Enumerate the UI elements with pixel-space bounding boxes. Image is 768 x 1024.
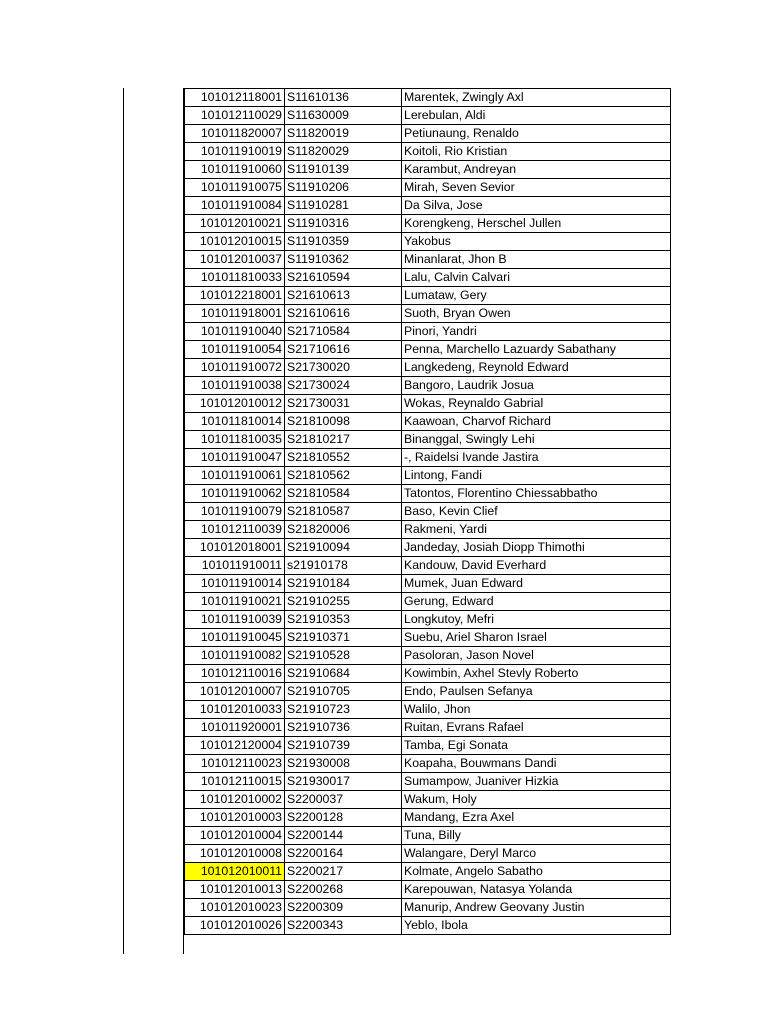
name-cell[interactable]: Yeblo, Ibola	[402, 917, 671, 935]
id-cell[interactable]: 101012010002	[185, 791, 285, 809]
code-cell[interactable]: S11610136	[285, 89, 402, 107]
table-row	[185, 179, 671, 197]
id-cell[interactable]: 101012010012	[185, 395, 285, 413]
table-row	[185, 287, 671, 305]
table-row	[185, 251, 671, 269]
code-cell[interactable]: S21730024	[285, 377, 402, 395]
code-cell[interactable]: S21910528	[285, 647, 402, 665]
code-cell[interactable]: S21910739	[285, 737, 402, 755]
code-cell[interactable]: S2200309	[285, 899, 402, 917]
code-cell[interactable]: S21910255	[285, 593, 402, 611]
name-cell[interactable]: Endo, Paulsen Sefanya	[402, 683, 671, 701]
id-cell[interactable]: 101011910082	[185, 647, 285, 665]
table-row	[185, 755, 671, 773]
name-cell[interactable]: Jandeday, Josiah Diopp Thimothi	[402, 539, 671, 557]
id-cell[interactable]: 101011910054	[185, 341, 285, 359]
code-cell[interactable]: s21910178	[285, 557, 402, 575]
id-cell[interactable]: 101011910072	[185, 359, 285, 377]
name-cell[interactable]: Korengkeng, Herschel Jullen	[402, 215, 671, 233]
id-cell[interactable]: 101012010011	[185, 863, 285, 881]
id-cell[interactable]: 101011910062	[185, 485, 285, 503]
table-row	[185, 413, 671, 431]
code-cell[interactable]: S21730020	[285, 359, 402, 377]
id-cell[interactable]: 101011910040	[185, 323, 285, 341]
table-row	[185, 647, 671, 665]
id-cell[interactable]: 101011920001	[185, 719, 285, 737]
name-cell[interactable]: Baso, Kevin Clief	[402, 503, 671, 521]
name-cell[interactable]: Pinori, Yandri	[402, 323, 671, 341]
id-cell[interactable]: 101012018001	[185, 539, 285, 557]
code-cell[interactable]: S21810217	[285, 431, 402, 449]
table-row	[185, 521, 671, 539]
id-cell[interactable]: 101012010008	[185, 845, 285, 863]
name-cell[interactable]: Koapaha, Bouwmans Dandi	[402, 755, 671, 773]
code-cell[interactable]: S21810562	[285, 467, 402, 485]
table-row	[185, 341, 671, 359]
id-cell[interactable]: 101011910014	[185, 575, 285, 593]
name-cell[interactable]: Wakum, Holy	[402, 791, 671, 809]
code-cell[interactable]: S21730031	[285, 395, 402, 413]
id-cell[interactable]: 101011910061	[185, 467, 285, 485]
table-row	[185, 395, 671, 413]
id-cell[interactable]: 101012010003	[185, 809, 285, 827]
table-row	[185, 719, 671, 737]
code-cell[interactable]: S21610613	[285, 287, 402, 305]
table-row	[185, 899, 671, 917]
table-row	[185, 809, 671, 827]
code-cell[interactable]: S21910353	[285, 611, 402, 629]
name-cell[interactable]: Mirah, Seven Sevior	[402, 179, 671, 197]
code-cell[interactable]: S2200128	[285, 809, 402, 827]
name-cell[interactable]: Marentek, Zwingly Axl	[402, 89, 671, 107]
name-cell[interactable]: Suebu, Ariel Sharon Israel	[402, 629, 671, 647]
table-row	[185, 161, 671, 179]
code-cell[interactable]: S11820029	[285, 143, 402, 161]
code-cell[interactable]: S21910184	[285, 575, 402, 593]
code-cell[interactable]: S21710584	[285, 323, 402, 341]
name-cell[interactable]: Kolmate, Angelo Sabatho	[402, 863, 671, 881]
table-row	[185, 773, 671, 791]
id-cell[interactable]: 101012010004	[185, 827, 285, 845]
name-cell[interactable]: Penna, Marchello Lazuardy Sabathany	[402, 341, 671, 359]
table-row	[185, 827, 671, 845]
id-cell[interactable]: 101011910039	[185, 611, 285, 629]
id-cell[interactable]: 101012010026	[185, 917, 285, 935]
id-cell[interactable]: 101011910045	[185, 629, 285, 647]
id-cell[interactable]: 101011910084	[185, 197, 285, 215]
table-row	[185, 665, 671, 683]
code-cell[interactable]: S11910359	[285, 233, 402, 251]
table-row	[185, 845, 671, 863]
table-row	[185, 539, 671, 557]
name-cell[interactable]: Wokas, Reynaldo Gabrial	[402, 395, 671, 413]
name-cell[interactable]: Koitoli, Rio Kristian	[402, 143, 671, 161]
id-cell[interactable]: 101012010015	[185, 233, 285, 251]
table-row	[185, 197, 671, 215]
id-cell[interactable]: 101012010013	[185, 881, 285, 899]
table-row	[185, 593, 671, 611]
name-cell[interactable]: Gerung, Edward	[402, 593, 671, 611]
code-cell[interactable]: S11910362	[285, 251, 402, 269]
id-cell[interactable]: 101012110015	[185, 773, 285, 791]
name-cell[interactable]: Lalu, Calvin Calvari	[402, 269, 671, 287]
name-cell[interactable]: Sumampow, Juaniver Hizkia	[402, 773, 671, 791]
table-row	[185, 305, 671, 323]
name-cell[interactable]: Walilo, Jhon	[402, 701, 671, 719]
table-row	[185, 863, 671, 881]
code-cell[interactable]: S21910094	[285, 539, 402, 557]
id-cell[interactable]: 101012010007	[185, 683, 285, 701]
code-cell[interactable]: S2200037	[285, 791, 402, 809]
table-row	[185, 575, 671, 593]
id-cell[interactable]: 101011918001	[185, 305, 285, 323]
id-cell[interactable]: 101012218001	[185, 287, 285, 305]
name-cell[interactable]: Lerebulan, Aldi	[402, 107, 671, 125]
table-row	[185, 557, 671, 575]
name-cell[interactable]: Mandang, Ezra Axel	[402, 809, 671, 827]
id-cell[interactable]: 101011910075	[185, 179, 285, 197]
code-cell[interactable]: S21930008	[285, 755, 402, 773]
code-cell[interactable]: S21610616	[285, 305, 402, 323]
id-cell[interactable]: 101012110039	[185, 521, 285, 539]
name-cell[interactable]: Tamba, Egi Sonata	[402, 737, 671, 755]
table-row	[185, 431, 671, 449]
code-cell[interactable]: S21910371	[285, 629, 402, 647]
code-cell[interactable]: S21910723	[285, 701, 402, 719]
name-cell[interactable]: Walangare, Deryl Marco	[402, 845, 671, 863]
code-cell[interactable]: S11910139	[285, 161, 402, 179]
code-cell[interactable]: S2200164	[285, 845, 402, 863]
code-cell[interactable]: S11630009	[285, 107, 402, 125]
student-table	[184, 88, 671, 935]
code-cell[interactable]: S21820006	[285, 521, 402, 539]
id-cell[interactable]: 101011910011	[185, 557, 285, 575]
name-cell[interactable]: Mumek, Juan Edward	[402, 575, 671, 593]
id-cell[interactable]: 101011910021	[185, 593, 285, 611]
id-cell[interactable]: 101011810035	[185, 431, 285, 449]
id-cell[interactable]: 101012110016	[185, 665, 285, 683]
code-cell[interactable]: S21930017	[285, 773, 402, 791]
id-cell[interactable]: 101012010021	[185, 215, 285, 233]
code-cell[interactable]: S21810552	[285, 449, 402, 467]
name-cell[interactable]: Lintong, Fandi	[402, 467, 671, 485]
table-row	[185, 917, 671, 935]
id-cell[interactable]: 101011810033	[185, 269, 285, 287]
table-row	[185, 503, 671, 521]
name-cell[interactable]: Langkedeng, Reynold Edward	[402, 359, 671, 377]
id-cell[interactable]: 101012110029	[185, 107, 285, 125]
code-cell[interactable]: S21810587	[285, 503, 402, 521]
name-cell[interactable]: Longkutoy, Mefri	[402, 611, 671, 629]
table-row	[185, 359, 671, 377]
code-cell[interactable]: S21910736	[285, 719, 402, 737]
table-row	[185, 701, 671, 719]
code-cell[interactable]: S11910281	[285, 197, 402, 215]
id-cell[interactable]: 101011910038	[185, 377, 285, 395]
code-cell[interactable]: S21910705	[285, 683, 402, 701]
name-cell[interactable]: Ruitan, Evrans Rafael	[402, 719, 671, 737]
table-row	[185, 89, 671, 107]
name-cell[interactable]: Da Silva, Jose	[402, 197, 671, 215]
id-cell[interactable]: 101012118001	[185, 89, 285, 107]
table-row	[185, 233, 671, 251]
table-row	[185, 737, 671, 755]
name-cell[interactable]: -, Raidelsi Ivande Jastira	[402, 449, 671, 467]
table-row	[185, 377, 671, 395]
table-row	[185, 611, 671, 629]
code-cell[interactable]: S2200144	[285, 827, 402, 845]
id-cell[interactable]: 101012110023	[185, 755, 285, 773]
id-cell[interactable]: 101012010023	[185, 899, 285, 917]
name-cell[interactable]: Kandouw, David Everhard	[402, 557, 671, 575]
name-cell[interactable]: Petiunaung, Renaldo	[402, 125, 671, 143]
name-cell[interactable]: Karambut, Andreyan	[402, 161, 671, 179]
code-cell[interactable]: S21710616	[285, 341, 402, 359]
id-cell[interactable]: 101011910060	[185, 161, 285, 179]
table-row	[185, 269, 671, 287]
code-cell[interactable]: S21610594	[285, 269, 402, 287]
table-row	[185, 881, 671, 899]
table-body	[185, 89, 671, 935]
name-cell[interactable]: Suoth, Bryan Owen	[402, 305, 671, 323]
name-cell[interactable]: Manurip, Andrew Geovany Justin	[402, 899, 671, 917]
code-cell[interactable]: S2200268	[285, 881, 402, 899]
table-row	[185, 629, 671, 647]
table-row	[185, 215, 671, 233]
table-row	[185, 125, 671, 143]
table-row	[185, 467, 671, 485]
table-row	[185, 485, 671, 503]
name-cell[interactable]: Yakobus	[402, 233, 671, 251]
table-row	[185, 449, 671, 467]
name-cell[interactable]: Rakmeni, Yardi	[402, 521, 671, 539]
code-cell[interactable]: S11910206	[285, 179, 402, 197]
id-cell[interactable]: 101011910079	[185, 503, 285, 521]
table-row	[185, 107, 671, 125]
code-cell[interactable]: S2200343	[285, 917, 402, 935]
id-cell[interactable]: 101012010037	[185, 251, 285, 269]
table-row	[185, 323, 671, 341]
name-cell[interactable]: Kowimbin, Axhel Stevly Roberto	[402, 665, 671, 683]
code-cell[interactable]: S21810584	[285, 485, 402, 503]
id-cell[interactable]: 101011820007	[185, 125, 285, 143]
id-cell[interactable]: 101011910019	[185, 143, 285, 161]
name-cell[interactable]: Tuna, Billy	[402, 827, 671, 845]
code-cell[interactable]: S11820019	[285, 125, 402, 143]
table-row	[185, 683, 671, 701]
code-cell[interactable]: S2200217	[285, 863, 402, 881]
id-cell[interactable]: 101011910047	[185, 449, 285, 467]
code-cell[interactable]: S21810098	[285, 413, 402, 431]
code-cell[interactable]: S21910684	[285, 665, 402, 683]
id-cell[interactable]: 101012120004	[185, 737, 285, 755]
name-cell[interactable]: Bangoro, Laudrik Josua	[402, 377, 671, 395]
name-cell[interactable]: Kaawoan, Charvof Richard	[402, 413, 671, 431]
name-cell[interactable]: Minanlarat, Jhon B	[402, 251, 671, 269]
name-cell[interactable]: Karepouwan, Natasya Yolanda	[402, 881, 671, 899]
left-blank-column	[123, 88, 184, 954]
table-row	[185, 791, 671, 809]
table-row	[185, 143, 671, 161]
name-cell[interactable]: Tatontos, Florentino Chiessabbatho	[402, 485, 671, 503]
id-cell[interactable]: 101011810014	[185, 413, 285, 431]
code-cell[interactable]: S11910316	[285, 215, 402, 233]
name-cell[interactable]: Lumataw, Gery	[402, 287, 671, 305]
name-cell[interactable]: Binanggal, Swingly Lehi	[402, 431, 671, 449]
id-cell[interactable]: 101012010033	[185, 701, 285, 719]
name-cell[interactable]: Pasoloran, Jason Novel	[402, 647, 671, 665]
